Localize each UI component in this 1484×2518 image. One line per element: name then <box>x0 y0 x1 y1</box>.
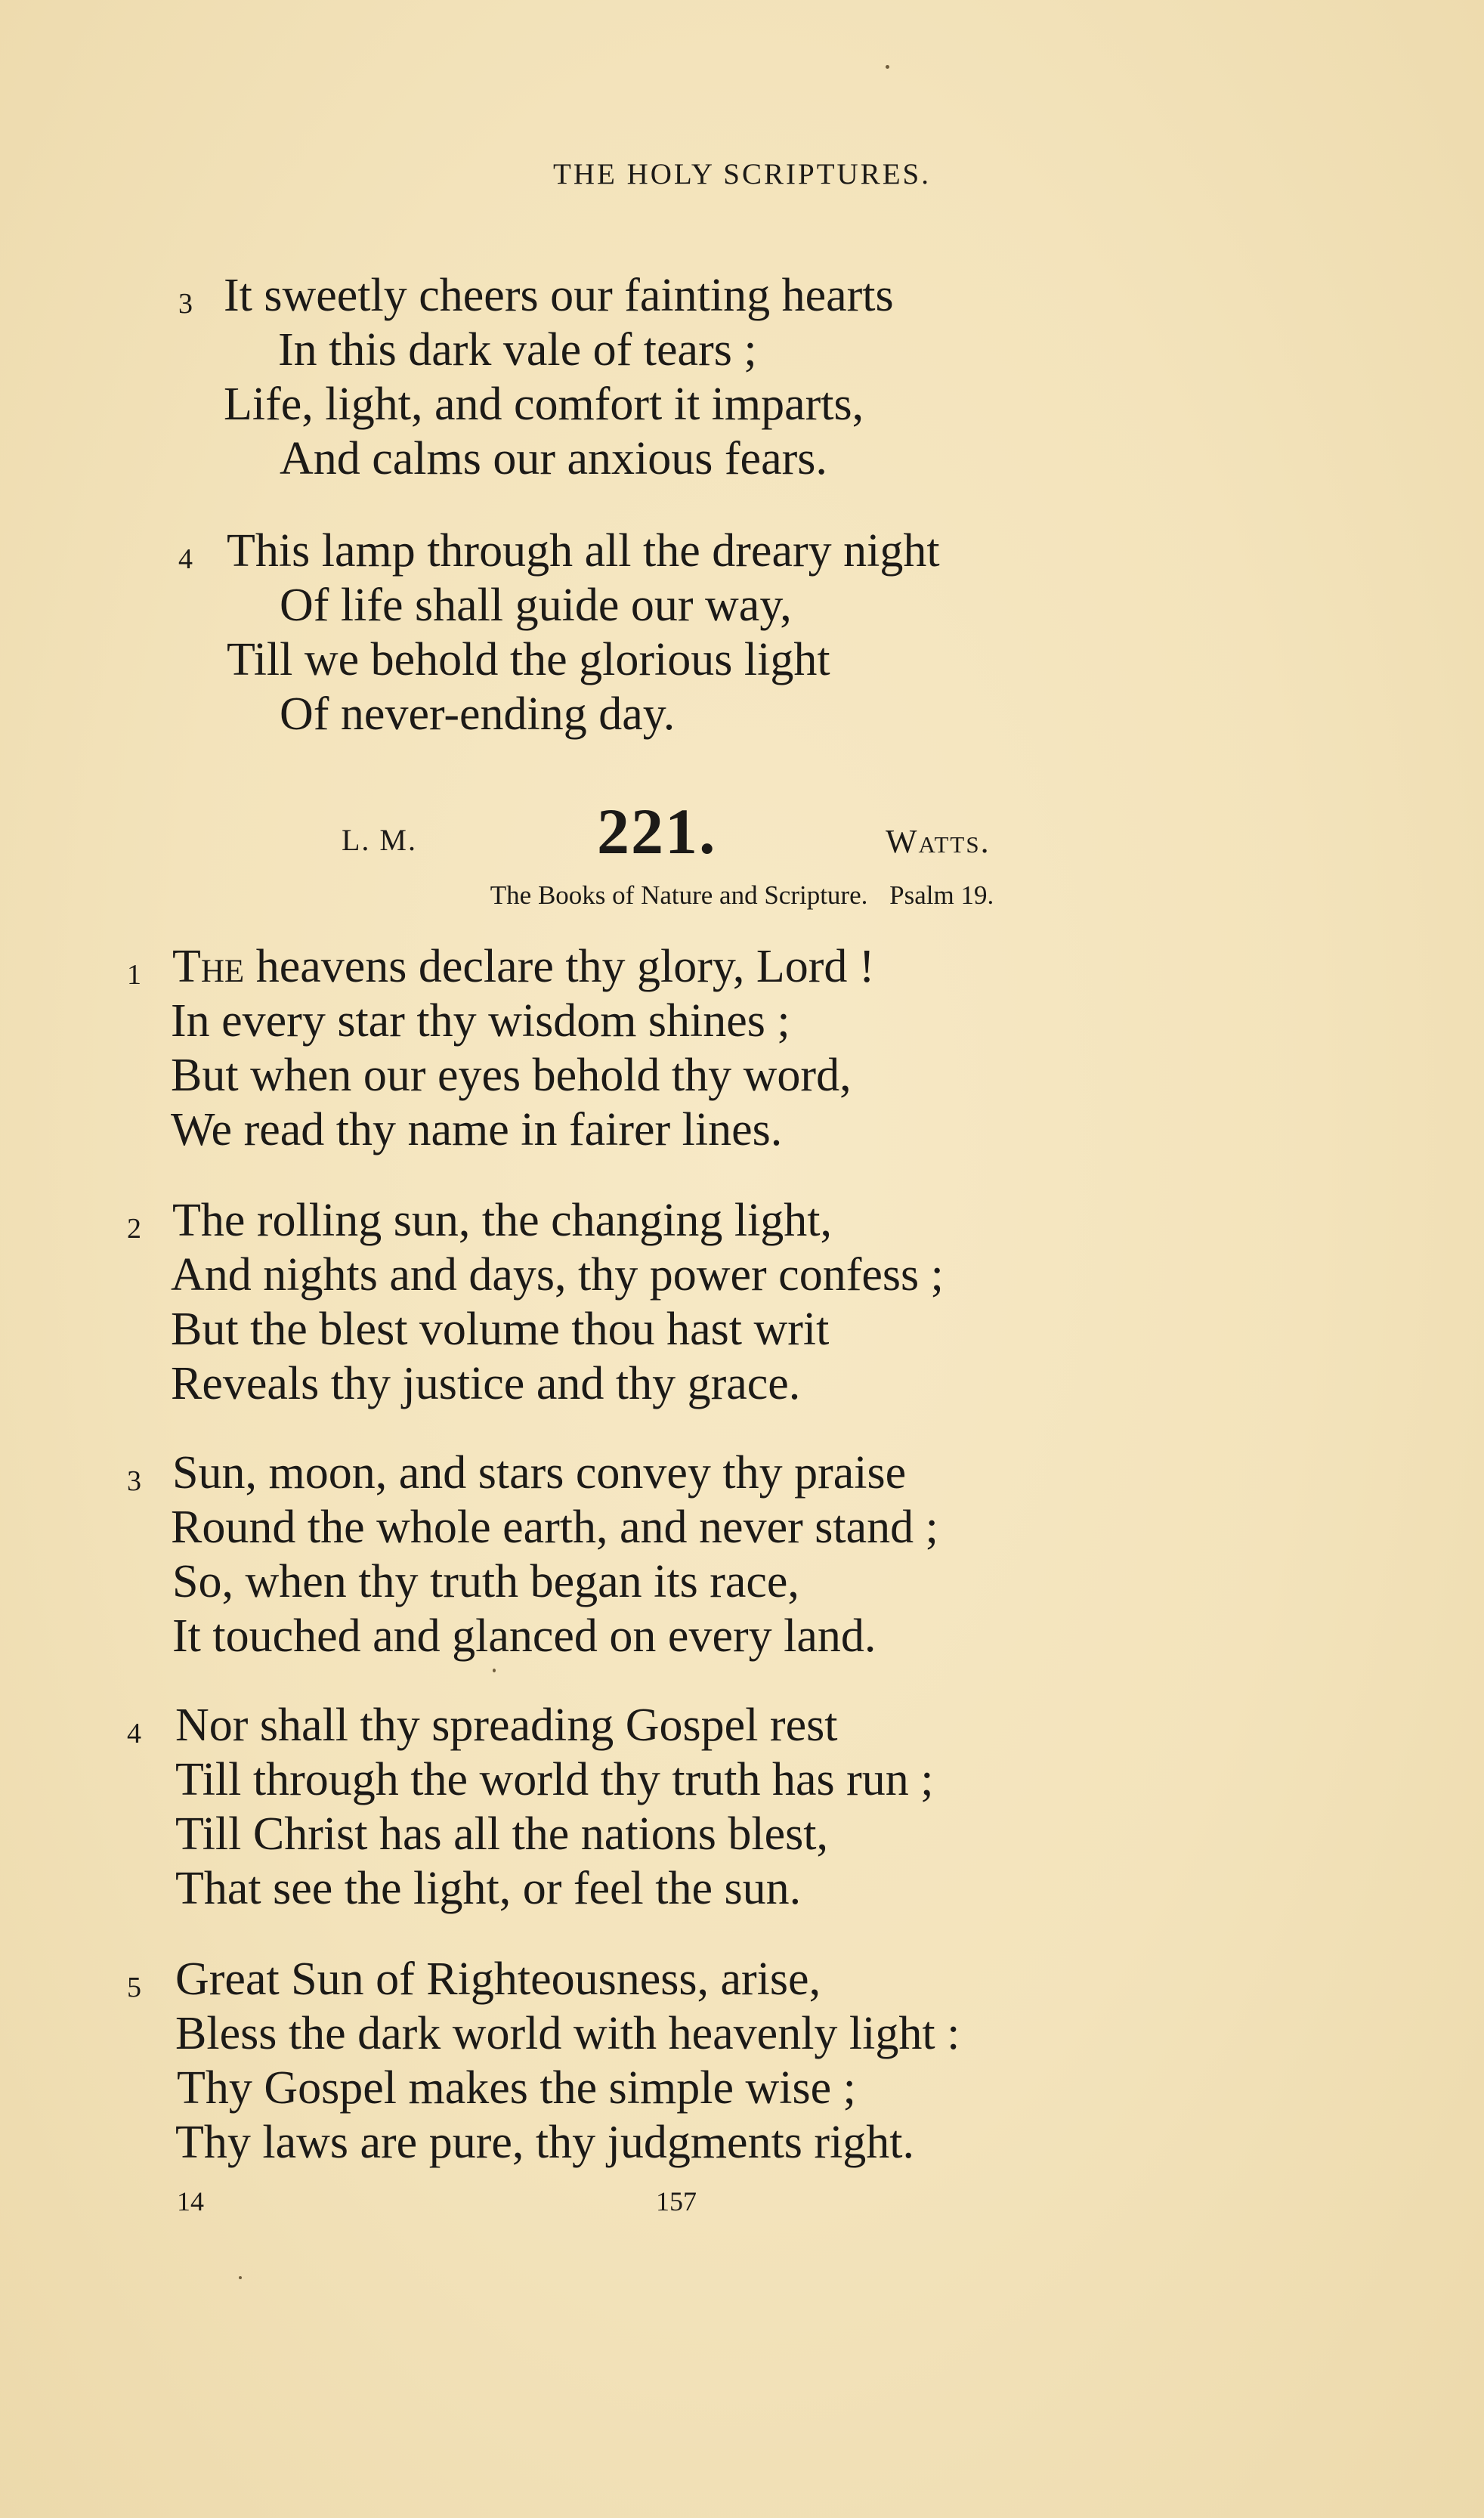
paper-speck <box>886 65 889 69</box>
stanza-line: Bless the dark world with heavenly light : <box>175 2008 960 2059</box>
stanza-number: 4 <box>178 543 193 575</box>
stanza-line: Life, light, and comfort it imparts, <box>224 379 864 430</box>
stanza-number: 3 <box>127 1465 141 1497</box>
hymn-scripture-reference: Psalm 19. <box>889 880 994 910</box>
stanza-line: It sweetly cheers our fainting hearts <box>224 270 894 321</box>
hymn-heading <box>0 793 1484 877</box>
stanza-number: 4 <box>127 1718 141 1749</box>
hymn-subtitle-text: The Books of Nature and Scripture. <box>490 880 868 910</box>
stanza-number: 1 <box>127 959 141 991</box>
stanza-line: Round the whole earth, and never stand ; <box>171 1502 938 1553</box>
stanza-line: Sun, moon, and stars convey thy praise <box>172 1447 907 1499</box>
stanza-line: And calms our anxious fears. <box>280 433 827 484</box>
stanza-line: Thy laws are pure, thy judgments right. <box>175 2117 915 2168</box>
stanza-number: 5 <box>127 1972 141 2003</box>
hymn-author: Watts. <box>886 823 991 860</box>
stanza-line: We read thy name in fairer lines. <box>171 1104 783 1155</box>
hymn-number: 221. <box>597 795 717 868</box>
signature-mark: 14 <box>177 2186 204 2216</box>
stanza-line: Till Christ has all the nations blest, <box>175 1808 829 1860</box>
stanza-line: Nor shall thy spreading Gospel rest <box>175 1700 838 1751</box>
hymn-meter: L. M. <box>342 823 417 857</box>
stanza-line <box>172 943 875 990</box>
hymn-subtitle <box>0 880 1484 911</box>
stanza-line: This lamp through all the dreary night <box>227 525 940 577</box>
stanza-line: Till we behold the glorious light <box>227 634 830 685</box>
stanza-number: 3 <box>178 288 193 320</box>
stanza-line: Till through the world thy truth has run ; <box>175 1754 934 1805</box>
stanza-line: Reveals thy justice and thy grace. <box>171 1358 801 1409</box>
first-word: The <box>172 941 245 992</box>
stanza-line: But the blest volume thou hast writ <box>171 1304 830 1355</box>
paper-speck <box>493 1669 496 1672</box>
stanza-line: In every star thy wisdom shines ; <box>171 995 790 1047</box>
stanza-line: So, when thy truth began its race, <box>172 1556 799 1607</box>
running-head: THE HOLY SCRIPTURES. <box>553 158 931 190</box>
stanza-line: The rolling sun, the changing light, <box>172 1195 833 1246</box>
stanza-line: But when our eyes behold thy word, <box>171 1050 852 1101</box>
stanza-line: Of never-ending day. <box>280 688 676 740</box>
first-line-rest: heavens declare thy glory, Lord ! <box>244 941 875 992</box>
stanza-line: Of life shall guide our way, <box>280 580 792 631</box>
stanza-line: That see the light, or feel the sun. <box>175 1863 802 1914</box>
paper-speck <box>239 2276 242 2279</box>
stanza-line: Great Sun of Righteousness, arise, <box>175 1953 821 2005</box>
stanza-line: In this dark vale of tears ; <box>278 324 757 376</box>
stanza-number: 2 <box>127 1213 141 1245</box>
stanza-line: Thy Gospel makes the simple wise ; <box>177 2062 856 2114</box>
stanza-line: It touched and glanced on every land. <box>172 1610 876 1662</box>
page-number: 157 <box>656 2186 697 2216</box>
stanza-line: And nights and days, thy power confess ; <box>171 1249 944 1301</box>
